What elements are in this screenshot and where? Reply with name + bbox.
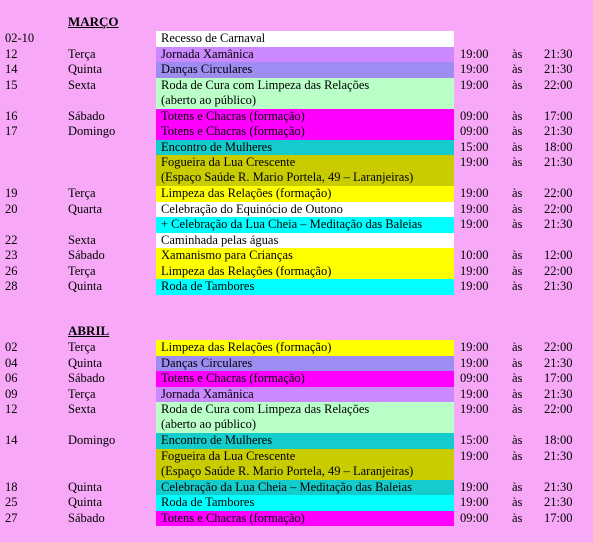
schedule-row: [0, 264, 593, 280]
row-end-time: 22:00: [544, 186, 573, 200]
month-title-marco: MARÇO: [68, 14, 119, 29]
row-weekday: Terça: [68, 340, 96, 354]
row-separator: às: [512, 248, 523, 262]
event-title: Totens e Chacras (formação): [161, 510, 305, 525]
row-event: [156, 155, 454, 186]
row-day: 12: [5, 46, 18, 61]
row-separator: às: [512, 448, 523, 463]
row-day: 17: [5, 124, 18, 138]
row-weekday: Quinta: [68, 279, 103, 293]
row-end-time: 21:30: [544, 217, 573, 231]
row-weekday: Domingo: [68, 124, 116, 138]
row-end-time: 18:00: [544, 139, 573, 154]
row-event: [156, 233, 454, 249]
row-start-time: 19:00: [460, 340, 489, 354]
row-weekday: Sábado: [68, 371, 105, 385]
schedule-row: [0, 78, 593, 109]
row-event: [156, 495, 454, 511]
row-end-time: 22:00: [544, 402, 573, 416]
row-start-time: 19:00: [460, 46, 489, 61]
row-end-time: 22:00: [544, 77, 573, 92]
row-end-time: 17:00: [544, 371, 573, 385]
row-start-time: 09:00: [460, 510, 489, 525]
event-title: Limpeza das Relações (formação): [161, 186, 332, 200]
event-title: Totens e Chacras (formação): [161, 124, 305, 138]
event-title: Jornada Xamânica: [161, 386, 254, 401]
row-start-time: 19:00: [460, 355, 489, 370]
row-event: [156, 387, 454, 403]
row-day: 15: [5, 77, 18, 92]
row-weekday: Sábado: [68, 510, 105, 525]
event-title: Danças Circulares: [161, 62, 253, 76]
row-end-time: 21:30: [544, 46, 573, 61]
row-day: 27: [5, 510, 18, 525]
schedule-row: [0, 449, 593, 480]
row-event: [156, 371, 454, 387]
row-separator: às: [512, 495, 523, 509]
row-day: 09: [5, 386, 18, 401]
event-title: Limpeza das Relações (formação): [161, 340, 332, 354]
row-separator: às: [512, 46, 523, 61]
event-title: Caminhada pelas águas: [161, 232, 279, 247]
row-start-time: 19:00: [460, 201, 489, 216]
row-start-time: 09:00: [460, 124, 489, 138]
row-weekday: Domingo: [68, 433, 116, 447]
row-weekday: Sexta: [68, 402, 96, 416]
row-day: 20: [5, 201, 18, 216]
event-title: + Celebração da Lua Cheia – Meditação das Baleias: [161, 217, 423, 231]
row-start-time: 19:00: [460, 402, 489, 416]
schedule-row: [0, 217, 593, 233]
row-end-time: 21:30: [544, 479, 573, 494]
row-day: 12: [5, 402, 18, 416]
row-start-time: 10:00: [460, 248, 489, 262]
event-detail: (aberto ao público): [161, 92, 257, 107]
row-end-time: 21:30: [544, 386, 573, 401]
schedule-row: [0, 109, 593, 125]
row-start-time: 19:00: [460, 495, 489, 509]
schedule-row: [0, 433, 593, 449]
row-weekday: Quarta: [68, 201, 103, 216]
row-end-time: 17:00: [544, 510, 573, 525]
row-start-time: 19:00: [460, 279, 489, 293]
event-title: Totens e Chacras (formação): [161, 108, 305, 123]
row-day: 19: [5, 186, 18, 200]
row-start-time: 15:00: [460, 139, 489, 154]
row-end-time: 21:30: [544, 279, 573, 293]
row-event: [156, 356, 454, 372]
row-separator: às: [512, 433, 523, 447]
schedule-row: [0, 124, 593, 140]
row-event: [156, 279, 454, 295]
schedule-row: [0, 279, 593, 295]
row-start-time: 19:00: [460, 77, 489, 92]
row-separator: às: [512, 155, 523, 169]
event-title: Fogueira da Lua Crescente: [161, 155, 296, 169]
schedule-row: [0, 140, 593, 156]
event-detail: (aberto ao público): [161, 417, 257, 431]
event-title: Jornada Xamânica: [161, 46, 254, 61]
row-weekday: Sábado: [68, 248, 105, 262]
row-event: [156, 402, 454, 433]
event-title: Fogueira da Lua Crescente: [161, 448, 296, 463]
month-title-abril: ABRIL: [68, 323, 110, 338]
row-end-time: 18:00: [544, 433, 573, 447]
row-weekday: Quinta: [68, 355, 103, 370]
row-separator: às: [512, 386, 523, 401]
row-separator: às: [512, 201, 523, 216]
row-start-time: 19:00: [460, 448, 489, 463]
event-detail: (Espaço Saúde R. Mario Portela, 49 – Laranjeiras): [161, 170, 414, 184]
row-weekday: Quinta: [68, 62, 103, 76]
row-day: 16: [5, 108, 18, 123]
row-start-time: 09:00: [460, 371, 489, 385]
row-weekday: Sexta: [68, 77, 96, 92]
row-end-time: 22:00: [544, 201, 573, 216]
row-weekday: Terça: [68, 186, 96, 200]
row-start-time: 15:00: [460, 433, 489, 447]
row-end-time: 21:30: [544, 155, 573, 169]
row-day: 18: [5, 479, 18, 494]
row-end-time: 21:30: [544, 448, 573, 463]
row-end-time: 21:30: [544, 124, 573, 138]
row-separator: às: [512, 139, 523, 154]
schedule-row: [0, 356, 593, 372]
row-event: [156, 217, 454, 233]
row-event: [156, 124, 454, 140]
event-title: Limpeza das Relações (formação): [161, 263, 332, 278]
row-event: [156, 202, 454, 218]
schedule-row: [0, 402, 593, 433]
row-separator: às: [512, 279, 523, 293]
row-weekday: Sexta: [68, 232, 96, 247]
schedule-row: [0, 155, 593, 186]
schedule-row: [0, 31, 593, 47]
row-separator: às: [512, 510, 523, 525]
row-day: 22: [5, 232, 18, 247]
row-end-time: 21:30: [544, 62, 573, 76]
event-title: Roda de Tambores: [161, 495, 255, 509]
schedule-row: [0, 340, 593, 356]
schedule-row: [0, 480, 593, 496]
row-day: 26: [5, 263, 18, 278]
event-title: Xamanismo para Crianças: [161, 248, 293, 262]
event-title: Celebração da Lua Cheia – Meditação das Baleias: [161, 479, 412, 494]
row-end-time: 12:00: [544, 248, 573, 262]
row-separator: às: [512, 124, 523, 138]
row-weekday: Terça: [68, 386, 96, 401]
row-event: [156, 47, 454, 63]
row-day: 14: [5, 62, 18, 76]
schedule-row: [0, 47, 593, 63]
row-start-time: 19:00: [460, 479, 489, 494]
row-event: [156, 340, 454, 356]
row-event: [156, 62, 454, 78]
row-day: 06: [5, 371, 18, 385]
row-start-time: 19:00: [460, 217, 489, 231]
event-title: Totens e Chacras (formação): [161, 371, 305, 385]
row-day: 25: [5, 495, 18, 509]
event-title: Encontro de Mulheres: [161, 139, 273, 154]
row-day: 02: [5, 340, 18, 354]
event-detail: (Espaço Saúde R. Mario Portela, 49 – Laranjeiras): [161, 463, 414, 478]
schedule-row: [0, 511, 593, 527]
event-title: Roda de Cura com Limpeza das Relações: [161, 77, 370, 92]
row-weekday: Sábado: [68, 108, 105, 123]
row-event: [156, 109, 454, 125]
row-start-time: 19:00: [460, 386, 489, 401]
row-separator: às: [512, 217, 523, 231]
row-day: 14: [5, 433, 18, 447]
schedule-row: [0, 387, 593, 403]
row-event: [156, 140, 454, 156]
row-event: [156, 449, 454, 480]
event-title: Roda de Cura com Limpeza das Relações: [161, 402, 370, 416]
row-end-time: 21:30: [544, 355, 573, 370]
row-start-time: 19:00: [460, 186, 489, 200]
row-start-time: 19:00: [460, 155, 489, 169]
row-event: [156, 264, 454, 280]
row-event: [156, 480, 454, 496]
row-separator: às: [512, 186, 523, 200]
row-event: [156, 433, 454, 449]
event-title: Roda de Tambores: [161, 279, 255, 293]
row-event: [156, 186, 454, 202]
row-day: 28: [5, 279, 18, 293]
row-start-time: 19:00: [460, 62, 489, 76]
schedule-row: [0, 371, 593, 387]
row-separator: às: [512, 62, 523, 76]
row-event: [156, 31, 454, 47]
event-title: Encontro de Mulheres: [161, 433, 273, 447]
row-event: [156, 248, 454, 264]
row-weekday: Quinta: [68, 479, 103, 494]
row-start-time: 19:00: [460, 263, 489, 278]
row-weekday: Terça: [68, 46, 96, 61]
schedule-row: [0, 62, 593, 78]
row-end-time: 22:00: [544, 263, 573, 278]
row-separator: às: [512, 402, 523, 416]
row-separator: às: [512, 371, 523, 385]
schedule-row: [0, 248, 593, 264]
row-event: [156, 511, 454, 527]
row-weekday: Terça: [68, 263, 96, 278]
event-title: Recesso de Carnaval: [161, 31, 266, 45]
schedule-row: [0, 202, 593, 218]
schedule-row: [0, 186, 593, 202]
row-end-time: 22:00: [544, 340, 573, 354]
schedule-row: [0, 495, 593, 511]
row-separator: às: [512, 479, 523, 494]
row-separator: às: [512, 108, 523, 123]
row-day: 04: [5, 355, 18, 370]
row-event: [156, 78, 454, 109]
schedule-row: [0, 233, 593, 249]
event-title: Danças Circulares: [161, 355, 253, 370]
row-day: 02-10: [5, 31, 35, 45]
row-separator: às: [512, 355, 523, 370]
row-separator: às: [512, 263, 523, 278]
row-weekday: Quinta: [68, 495, 103, 509]
row-separator: às: [512, 77, 523, 92]
event-title: Celebração do Equinócio de Outono: [161, 201, 343, 216]
row-end-time: 17:00: [544, 108, 573, 123]
row-end-time: 21:30: [544, 495, 573, 509]
row-separator: às: [512, 340, 523, 354]
row-day: 23: [5, 248, 18, 262]
row-start-time: 09:00: [460, 108, 489, 123]
